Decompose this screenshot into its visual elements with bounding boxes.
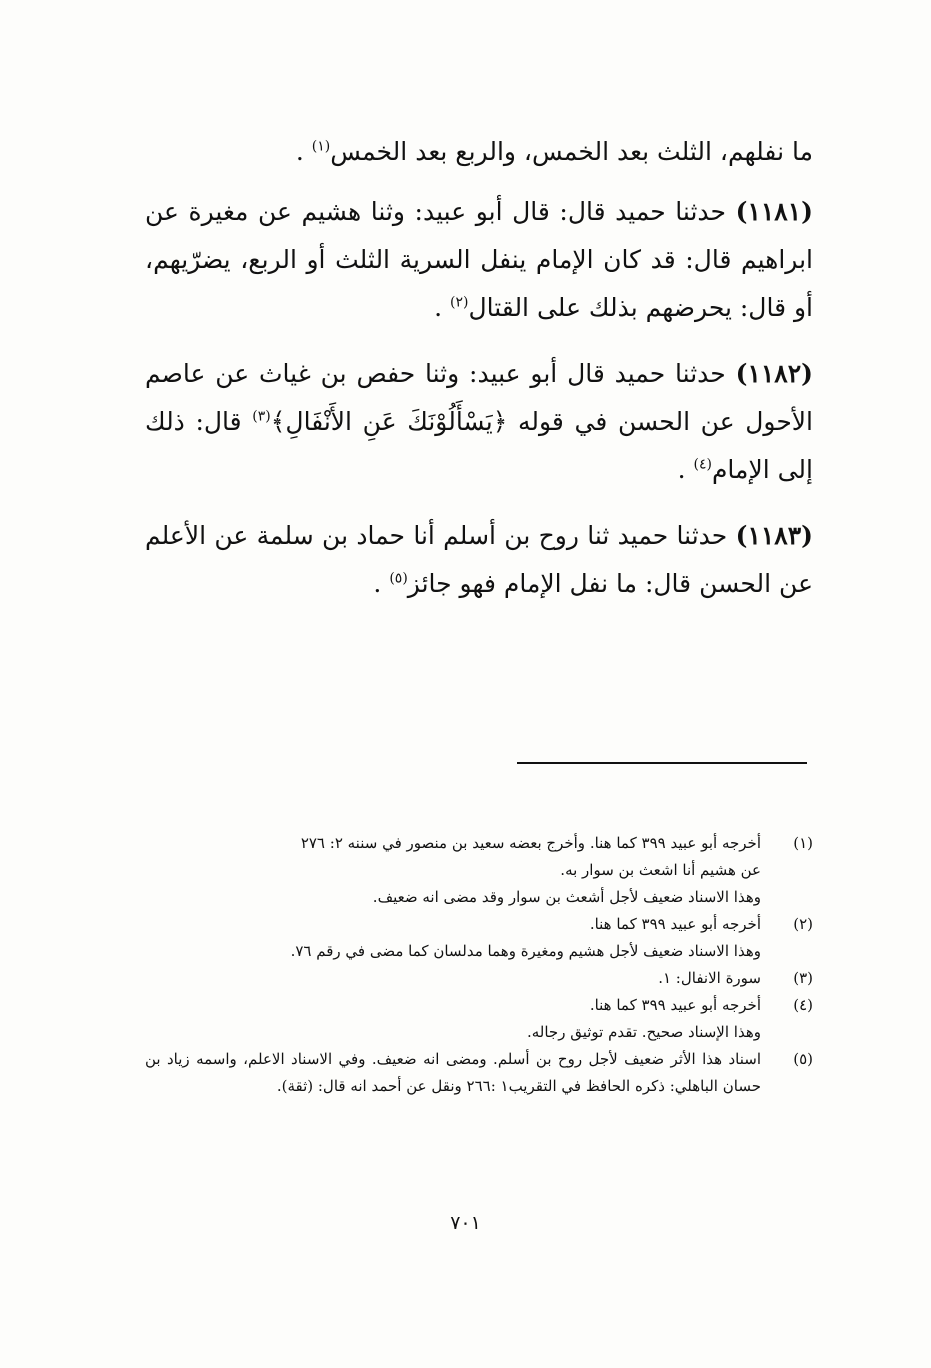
- footnote-body: [145, 965, 761, 992]
- footnote-3: [145, 965, 813, 992]
- footnote-body: [145, 830, 761, 911]
- footnote-marker: (١): [793, 834, 813, 852]
- footnote-2: [145, 911, 813, 965]
- footnote-line: عن هشيم أنا اشعث بن سوار به.: [560, 861, 761, 879]
- hadith-number: (١١٨٢): [735, 359, 813, 388]
- paragraph-1181: (١١٨١) حدثنا حميد قال: قال أبو عبيد: وثنا هشيم عن مغيرة عن ابراهيم قال: قد كان الإمام ينفل السرية الثلث أو الربع، يضرّيهم، أو قال: يحرضهم بذلك على القتال$^{(٢)}$ .: [145, 197, 813, 322]
- footnote-ref: (٤): [693, 456, 712, 473]
- paragraph-text: ما نفلهم، الثلث بعد الخمس، والربع بعد الخمس: [330, 137, 813, 166]
- footnote-body: [145, 911, 761, 965]
- paragraph-text: حدثنا حميد قال أبو عبيد: وثنا حفص بن غياث عن عاصم الأحول عن الحسن في قوله ﴿يَسْأَلُوْنَكَ عَنِ الأَنْفَالِ﴾: [145, 359, 814, 436]
- footnote-line: اسناد هذا الأثر ضعيف لأجل روح بن أسلم. ومضى انه ضعيف. وفي الاسناد الاعلم، واسمه زياد بن حسان الباهلي: ذكره الحافظ في التقريب١ :٢٦٦ ونقل عن أحمد انه قال: (ثقة).: [145, 1050, 761, 1095]
- footnote-marker: (٤): [793, 996, 813, 1014]
- footnote-ref: (٥): [389, 570, 408, 587]
- footnote-ref: (٢): [450, 294, 469, 311]
- footnote-line: أخرجه أبو عبيد ٣٩٩ كما هنا.: [589, 915, 761, 933]
- page-number: ٧٠١: [450, 1212, 481, 1234]
- footnote-1: [145, 830, 813, 911]
- footnote-ref: (٣): [252, 408, 271, 425]
- footnote-line: وهذا الإسناد صحيح. تقدم توثيق رجاله.: [526, 1023, 761, 1041]
- footnote-line: سورة الانفال: ١.: [658, 969, 761, 987]
- footnote-4: [145, 992, 813, 1046]
- footnote-marker: (٢): [793, 915, 813, 933]
- footnote-marker: (٥): [793, 1050, 813, 1068]
- footnote-5: [145, 1046, 813, 1100]
- hadith-number: (١١٨١): [735, 197, 813, 226]
- paragraph-text: حدثنا حميد ثنا روح بن أسلم أنا حماد بن سلمة عن الأعلم عن الحسن قال: ما نفل الإمام فهو جائز: [145, 521, 813, 598]
- paragraph-text-continued: قال: ذلك إلى الإمام: [145, 407, 813, 484]
- paragraph-text: حدثنا حميد قال: قال أبو عبيد: وثنا هشيم عن مغيرة عن ابراهيم قال: قد كان الإمام ينفل السرية الثلث أو الربع، يضرّيهم، أو قال: يحرضهم بذلك على القتال: [145, 197, 813, 322]
- footnote-marker: (٣): [793, 969, 813, 987]
- footnote-line: أخرجه أبو عبيد ٣٩٩ كما هنا.: [589, 996, 761, 1014]
- footnote-body: [145, 1046, 761, 1100]
- footnote-line: وهذا الاسناد ضعيف لأجل هشيم ومغيرة وهما مدلسان كما مضى في رقم ٧٦.: [290, 942, 761, 960]
- footnote-line: وهذا الاسناد ضعيف لأجل أشعث بن سوار وقد مضى انه ضعيف.: [372, 888, 761, 906]
- main-text: [145, 128, 813, 626]
- footnote-line: أخرجه أبو عبيد ٣٩٩ كما هنا. وأخرج بعضه سعيد بن منصور في سننه ٢: ٢٧٦: [300, 834, 761, 852]
- footnote-separator: [517, 762, 807, 764]
- paragraph-intro: ما نفلهم، الثلث بعد الخمس، والربع بعد الخمس$^{(١)}$ .: [295, 137, 813, 166]
- paragraph-1183: (١١٨٣) حدثنا حميد ثنا روح بن أسلم أنا حماد بن سلمة عن الأعلم عن الحسن قال: ما نفل الإمام فهو جائز$^{(٥)}$ .: [145, 521, 813, 598]
- hadith-number: (١١٨٣): [735, 521, 813, 550]
- footnotes: [145, 830, 813, 1100]
- paragraph-1182: (١١٨٢) حدثنا حميد قال أبو عبيد: وثنا حفص بن غياث عن عاصم الأحول عن الحسن في قوله ﴿يَسْأَلُوْنَكَ عَنِ الأَنْفَالِ﴾$^{(٣)}$ قال: ذلك إلى الإمام$^{(٤)}$ .: [145, 359, 814, 484]
- footnote-body: [145, 992, 761, 1046]
- footnote-ref: (١): [311, 138, 331, 155]
